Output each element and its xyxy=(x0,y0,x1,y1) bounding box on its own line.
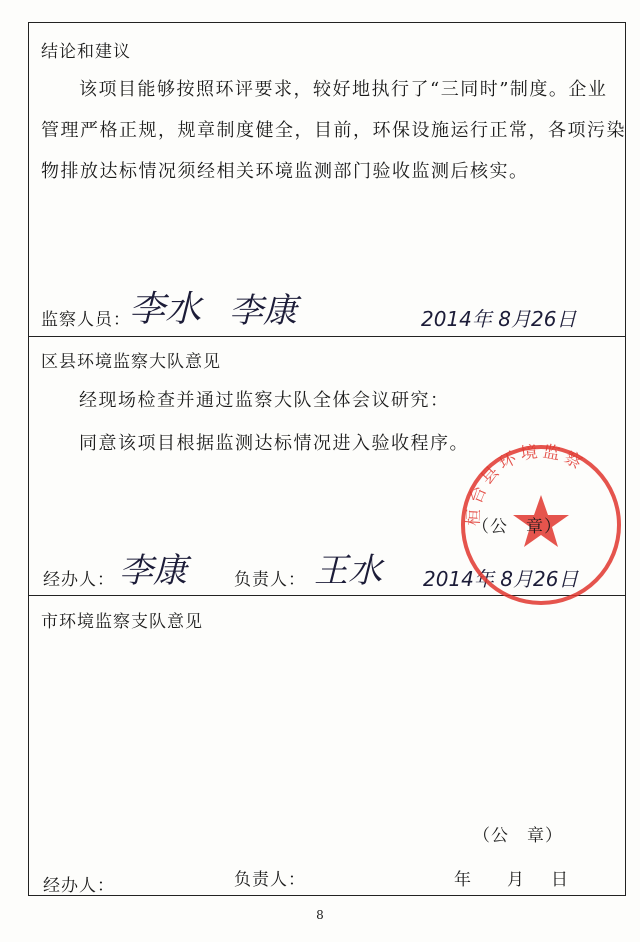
inspector-label: 监察人员： xyxy=(41,310,131,330)
city-month-label: 月 xyxy=(507,870,525,890)
page-number: 8 xyxy=(316,908,324,922)
district-date: 2014年 8月26日 xyxy=(423,567,579,591)
district-line-1: 经现场检查并通过监察大队全体会议研究： xyxy=(79,390,450,411)
conclusion-date: 2014年 8月26日 xyxy=(421,307,577,331)
district-heading: 区县环境监察大队意见 xyxy=(41,352,221,372)
city-year-label: 年 xyxy=(454,870,472,890)
city-responsible-label: 负责人： xyxy=(234,870,306,890)
district-line-2: 同意该项目根据监测达标情况进入验收程序。 xyxy=(79,433,469,454)
district-handler-label: 经办人： xyxy=(43,570,115,590)
conclusion-line-1: 该项目能够按照环评要求，较好地执行了“三同时”制度。企业 xyxy=(79,79,608,100)
city-day-label: 日 xyxy=(551,870,569,890)
divider-1 xyxy=(29,336,625,337)
district-responsible-label: 负责人： xyxy=(234,570,306,590)
inspector-signature-1: 李水 xyxy=(129,289,202,330)
conclusion-heading: 结论和建议 xyxy=(41,42,131,62)
conclusion-line-3: 物排放达标情况须经相关环境监测部门验收监测后核实。 xyxy=(41,161,529,182)
city-heading: 市环境监察支队意见 xyxy=(41,612,203,632)
district-handler-signature: 李康 xyxy=(119,551,187,591)
conclusion-line-2: 管理严格正规，规章制度健全，目前，环保设施运行正常，各项污染 xyxy=(41,120,626,141)
inspector-signature-2: 李康 xyxy=(229,291,297,331)
city-handler-label: 经办人： xyxy=(43,876,115,896)
city-stamp-label: （公 章） xyxy=(473,826,563,846)
district-responsible-signature: 王水 xyxy=(314,551,382,591)
stamp-text: 桓台县环境监察 xyxy=(463,441,589,527)
district-stamp-label: （公 章） xyxy=(472,517,562,537)
